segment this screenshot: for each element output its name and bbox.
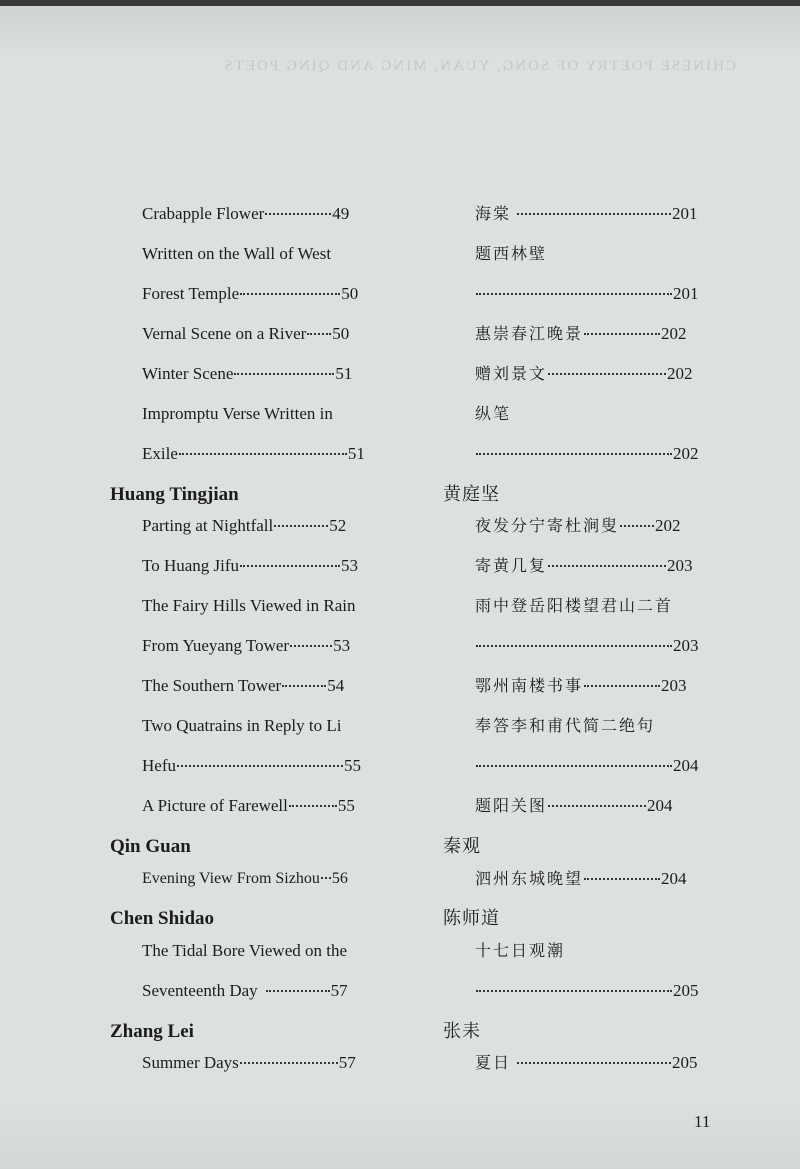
leader-dots xyxy=(476,990,672,992)
entry-title: Seventeenth Day xyxy=(142,981,258,1000)
entry-page: 204 xyxy=(673,756,699,775)
toc-entry-cn xyxy=(475,595,673,617)
toc-entry-cn xyxy=(475,203,698,225)
entry-page: 201 xyxy=(673,284,699,303)
leader-dots xyxy=(274,525,328,527)
leader-dots xyxy=(548,373,666,375)
toc-entry-cn xyxy=(475,1052,698,1074)
leader-dots xyxy=(240,1062,338,1064)
entry-title: Evening View From Sizhou xyxy=(142,870,320,887)
entry-title-cn: 十七日观潮 xyxy=(475,941,566,960)
leader-dots xyxy=(548,565,666,567)
entry-title: Written on the Wall of West xyxy=(142,244,332,263)
toc-entry xyxy=(142,283,358,305)
entry-page: 51 xyxy=(335,364,353,383)
entry-title: The Tidal Bore Viewed on the xyxy=(142,941,348,960)
entry-title-cn: 题西林壁 xyxy=(475,244,548,263)
leader-dots xyxy=(584,685,660,687)
toc-entry xyxy=(142,868,348,890)
toc-entry-cn xyxy=(475,715,655,737)
toc-entry xyxy=(142,1052,356,1074)
leader-dots xyxy=(584,878,660,880)
poet-heading-cn: 秦观 xyxy=(443,836,481,857)
entry-page: 52 xyxy=(329,516,347,535)
leader-dots xyxy=(307,333,331,335)
entry-title-cn: 海棠 xyxy=(475,204,512,223)
entry-page: 202 xyxy=(661,324,687,343)
toc-entry xyxy=(142,555,358,577)
poet-heading: Qin Guan xyxy=(110,836,191,857)
entry-page: 204 xyxy=(661,869,687,888)
leader-dots xyxy=(282,685,326,687)
entry-page: 202 xyxy=(667,364,693,383)
toc-entry xyxy=(142,203,349,225)
entry-title-cn: 寄黄几复 xyxy=(475,556,548,575)
leader-dots xyxy=(584,333,660,335)
toc-entry xyxy=(142,635,350,657)
entry-title: From Yueyang Tower xyxy=(142,636,290,655)
toc-entry-cn xyxy=(475,555,693,577)
entry-page: 205 xyxy=(672,1053,698,1072)
entry-page: 55 xyxy=(337,796,355,815)
toc-entry xyxy=(142,515,346,537)
entry-title: The Southern Tower xyxy=(142,676,282,695)
entry-page: 203 xyxy=(667,556,693,575)
entry-title: Forest Temple xyxy=(142,284,240,303)
toc-entry xyxy=(142,323,349,345)
toc-entry xyxy=(142,443,365,465)
entry-title-cn: 雨中登岳阳楼望君山二首 xyxy=(475,596,674,615)
poet-heading: Huang Tingjian xyxy=(110,484,239,505)
entry-title-cn: 泗州东城晚望 xyxy=(475,869,584,888)
leader-dots xyxy=(240,565,340,567)
toc-entry-cn xyxy=(475,403,511,425)
toc-entry xyxy=(142,403,333,425)
toc-entry-cn xyxy=(475,980,699,1002)
entry-title: Vernal Scene on a River xyxy=(142,324,307,343)
toc-entry-cn xyxy=(475,283,699,305)
leader-dots xyxy=(321,877,331,879)
entry-title: Hefu xyxy=(142,756,176,775)
leader-dots xyxy=(517,1062,671,1064)
toc-entry-cn xyxy=(475,755,699,777)
entry-page: 205 xyxy=(673,981,699,1000)
entry-page: 55 xyxy=(343,756,361,775)
leader-dots xyxy=(476,645,672,647)
entry-title: Winter Scene xyxy=(142,364,234,383)
toc-entry-cn xyxy=(475,363,693,385)
toc-entry xyxy=(142,755,361,777)
leader-dots xyxy=(177,765,343,767)
bleed-through-running-header: CHINESE POETRY OF SONG, YUAN, MING AND QING POETS xyxy=(222,58,736,74)
entry-page: 57 xyxy=(338,1053,356,1072)
entry-title: Impromptu Verse Written in xyxy=(142,404,333,423)
entry-title-cn: 赠刘景文 xyxy=(475,364,548,383)
toc-entry xyxy=(142,675,344,697)
page-top-shadow xyxy=(0,0,800,6)
entry-page: 201 xyxy=(672,204,698,223)
entry-title: To Huang Jifu xyxy=(142,556,240,575)
toc-entry xyxy=(142,595,356,617)
leader-dots xyxy=(265,213,331,215)
poet-heading: Chen Shidao xyxy=(110,908,215,929)
entry-title: The Fairy Hills Viewed in Rain xyxy=(142,596,356,615)
entry-page: 56 xyxy=(331,870,348,887)
toc-entry xyxy=(142,940,347,962)
toc-entry xyxy=(142,243,331,265)
leader-dots xyxy=(240,293,340,295)
entry-title-cn: 鄂州南楼书事 xyxy=(475,676,584,695)
toc-entry-cn xyxy=(475,795,673,817)
leader-dots xyxy=(620,525,654,527)
entry-page: 50 xyxy=(341,284,359,303)
entry-page: 203 xyxy=(673,636,699,655)
entry-page: 53 xyxy=(333,636,351,655)
entry-page: 202 xyxy=(655,516,681,535)
entry-page: 54 xyxy=(327,676,345,695)
toc-entry xyxy=(142,715,341,737)
toc-entry xyxy=(142,795,355,817)
toc-entry-cn xyxy=(475,635,699,657)
entry-page: 202 xyxy=(673,444,699,463)
entry-title: Parting at Nightfall xyxy=(142,516,274,535)
leader-dots xyxy=(266,990,330,992)
entry-title: A Picture of Farewell xyxy=(142,796,288,815)
toc-entry xyxy=(142,980,348,1002)
entry-page: 50 xyxy=(332,324,350,343)
entry-title-cn: 纵笔 xyxy=(475,404,512,423)
poet-heading: Zhang Lei xyxy=(110,1021,194,1042)
leader-dots xyxy=(476,765,672,767)
toc-entry-cn xyxy=(475,443,699,465)
entry-title: Two Quatrains in Reply to Li xyxy=(142,716,342,735)
leader-dots xyxy=(290,645,332,647)
entry-title-cn: 惠崇春江晚景 xyxy=(475,324,584,343)
entry-title-cn: 夜发分宁寄杜涧叟 xyxy=(475,516,620,535)
entry-title: Crabapple Flower xyxy=(142,204,265,223)
toc-entry-cn xyxy=(475,323,687,345)
toc-entry-cn xyxy=(475,243,547,265)
entry-title-cn: 奉答李和甫代简二绝句 xyxy=(475,716,656,735)
leader-dots xyxy=(234,373,334,375)
leader-dots xyxy=(548,805,646,807)
page-number: 11 xyxy=(694,1112,711,1131)
entry-title-cn: 题阳关图 xyxy=(475,796,548,815)
toc-entry-cn xyxy=(475,940,565,962)
entry-title: Summer Days xyxy=(142,1053,239,1072)
poet-heading-cn: 黄庭坚 xyxy=(443,484,500,505)
toc-entry-cn xyxy=(475,868,687,890)
leader-dots xyxy=(289,805,337,807)
poet-heading-cn: 陈师道 xyxy=(443,908,500,929)
toc-entry-cn xyxy=(475,675,687,697)
entry-page: 204 xyxy=(647,796,673,815)
entry-page: 57 xyxy=(330,981,348,1000)
leader-dots xyxy=(476,453,672,455)
leader-dots xyxy=(517,213,671,215)
entry-title: Exile xyxy=(142,444,178,463)
leader-dots xyxy=(476,293,672,295)
entry-page: 53 xyxy=(341,556,359,575)
entry-page: 49 xyxy=(332,204,350,223)
entry-title-cn: 夏日 xyxy=(475,1053,512,1072)
toc-entry-cn xyxy=(475,515,681,537)
toc-entry xyxy=(142,363,352,385)
leader-dots xyxy=(179,453,347,455)
poet-heading-cn: 张耒 xyxy=(443,1021,481,1042)
entry-page: 51 xyxy=(347,444,365,463)
entry-page: 203 xyxy=(661,676,687,695)
